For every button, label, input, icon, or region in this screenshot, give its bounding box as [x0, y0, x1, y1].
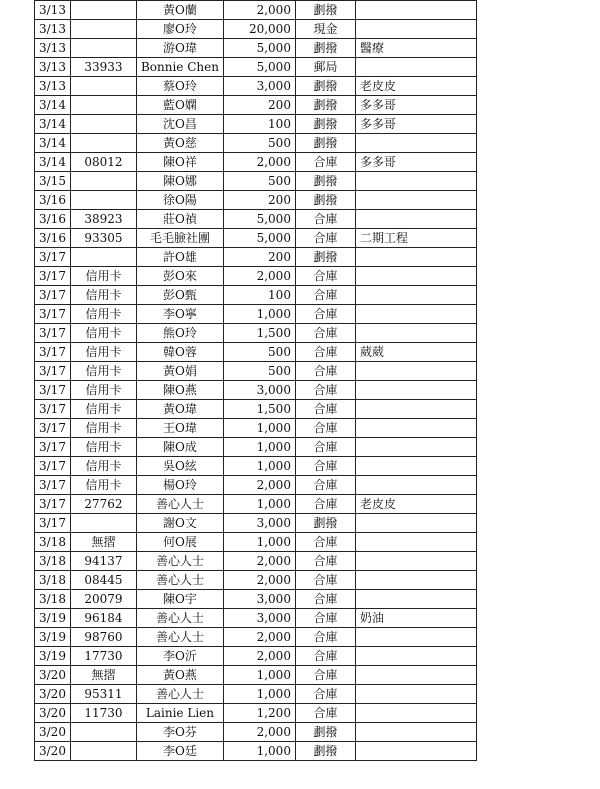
cell-date: 3/17 — [35, 248, 71, 267]
cell-date: 3/17 — [35, 381, 71, 400]
cell-method: 合庫 — [295, 609, 355, 628]
cell-method: 合庫 — [295, 476, 355, 495]
cell-note — [355, 723, 476, 742]
cell-code: 96184 — [70, 609, 136, 628]
cell-date: 3/14 — [35, 153, 71, 172]
cell-note: 多多哥 — [355, 96, 476, 115]
cell-method: 合庫 — [295, 419, 355, 438]
cell-method: 合庫 — [295, 495, 355, 514]
cell-method: 合庫 — [295, 286, 355, 305]
cell-amount: 1,000 — [223, 457, 295, 476]
table-row — [35, 77, 477, 96]
cell-code — [70, 514, 136, 533]
table-row — [35, 419, 477, 438]
cell-code — [70, 742, 136, 761]
cell-code: 信用卡 — [70, 419, 136, 438]
cell-name: 李O寧 — [136, 305, 223, 324]
table-row — [35, 153, 477, 172]
cell-name: 黃O蘭 — [136, 1, 223, 20]
cell-name: 藍O嫻 — [136, 96, 223, 115]
cell-note: 奶油 — [355, 609, 476, 628]
cell-method: 合庫 — [295, 267, 355, 286]
cell-note — [355, 666, 476, 685]
cell-name: 王O瑋 — [136, 419, 223, 438]
table-row — [35, 191, 477, 210]
table-row — [35, 438, 477, 457]
cell-name: 善心人士 — [136, 628, 223, 647]
cell-amount: 2,000 — [223, 723, 295, 742]
cell-name: 陳O祥 — [136, 153, 223, 172]
table-row — [35, 286, 477, 305]
cell-name: 黃O瑋 — [136, 400, 223, 419]
cell-code — [70, 1, 136, 20]
cell-amount: 1,000 — [223, 685, 295, 704]
cell-amount: 20,000 — [223, 20, 295, 39]
cell-date: 3/14 — [35, 115, 71, 134]
cell-amount: 3,000 — [223, 514, 295, 533]
cell-date: 3/19 — [35, 647, 71, 666]
cell-note — [355, 58, 476, 77]
cell-name: 徐O陽 — [136, 191, 223, 210]
cell-note — [355, 305, 476, 324]
cell-name: 李O廷 — [136, 742, 223, 761]
cell-amount: 3,000 — [223, 590, 295, 609]
cell-method: 合庫 — [295, 381, 355, 400]
cell-method: 合庫 — [295, 210, 355, 229]
cell-amount: 2,000 — [223, 552, 295, 571]
table-row — [35, 704, 477, 723]
table-row — [35, 96, 477, 115]
cell-date: 3/17 — [35, 286, 71, 305]
cell-note: 老皮皮 — [355, 77, 476, 96]
table-row — [35, 20, 477, 39]
cell-method: 合庫 — [295, 647, 355, 666]
cell-date: 3/16 — [35, 191, 71, 210]
cell-method: 合庫 — [295, 153, 355, 172]
cell-amount: 3,000 — [223, 381, 295, 400]
cell-date: 3/17 — [35, 457, 71, 476]
cell-date: 3/20 — [35, 742, 71, 761]
cell-code: 無摺 — [70, 666, 136, 685]
cell-name: 楊O玲 — [136, 476, 223, 495]
cell-amount: 1,000 — [223, 419, 295, 438]
cell-code — [70, 20, 136, 39]
table-row — [35, 248, 477, 267]
cell-date: 3/16 — [35, 210, 71, 229]
cell-note — [355, 1, 476, 20]
cell-method: 劃撥 — [295, 115, 355, 134]
cell-amount: 500 — [223, 343, 295, 362]
cell-code: 94137 — [70, 552, 136, 571]
cell-name: 善心人士 — [136, 609, 223, 628]
cell-code — [70, 115, 136, 134]
cell-name: 蔡O玲 — [136, 77, 223, 96]
cell-note — [355, 571, 476, 590]
cell-date: 3/13 — [35, 20, 71, 39]
cell-note: 二期工程 — [355, 229, 476, 248]
cell-method: 合庫 — [295, 438, 355, 457]
cell-amount: 500 — [223, 362, 295, 381]
cell-name: 莊O禎 — [136, 210, 223, 229]
table-row — [35, 723, 477, 742]
cell-date: 3/14 — [35, 134, 71, 153]
cell-name: 善心人士 — [136, 571, 223, 590]
cell-amount: 1,000 — [223, 742, 295, 761]
cell-amount: 2,000 — [223, 628, 295, 647]
cell-note — [355, 419, 476, 438]
cell-date: 3/14 — [35, 96, 71, 115]
cell-note — [355, 362, 476, 381]
table-row — [35, 362, 477, 381]
cell-date: 3/15 — [35, 172, 71, 191]
cell-amount: 1,000 — [223, 533, 295, 552]
cell-amount: 2,000 — [223, 476, 295, 495]
cell-note — [355, 400, 476, 419]
cell-date: 3/17 — [35, 400, 71, 419]
cell-name: 謝O文 — [136, 514, 223, 533]
cell-amount: 1,000 — [223, 495, 295, 514]
cell-amount: 200 — [223, 248, 295, 267]
cell-method: 劃撥 — [295, 723, 355, 742]
cell-date: 3/13 — [35, 77, 71, 96]
cell-method: 合庫 — [295, 685, 355, 704]
cell-code: 38923 — [70, 210, 136, 229]
cell-name: 黃O慈 — [136, 134, 223, 153]
cell-date: 3/13 — [35, 1, 71, 20]
cell-method: 劃撥 — [295, 248, 355, 267]
cell-method: 合庫 — [295, 343, 355, 362]
cell-note — [355, 742, 476, 761]
cell-note — [355, 590, 476, 609]
cell-note — [355, 134, 476, 153]
cell-method: 劃撥 — [295, 172, 355, 191]
cell-date: 3/17 — [35, 476, 71, 495]
cell-method: 合庫 — [295, 324, 355, 343]
cell-method: 劃撥 — [295, 39, 355, 58]
cell-code — [70, 96, 136, 115]
cell-code: 08445 — [70, 571, 136, 590]
cell-amount: 1,000 — [223, 666, 295, 685]
cell-code: 27762 — [70, 495, 136, 514]
cell-method: 劃撥 — [295, 191, 355, 210]
cell-amount: 3,000 — [223, 609, 295, 628]
cell-date: 3/17 — [35, 362, 71, 381]
cell-amount: 3,000 — [223, 77, 295, 96]
cell-note — [355, 533, 476, 552]
cell-method: 劃撥 — [295, 77, 355, 96]
cell-note — [355, 286, 476, 305]
cell-note — [355, 191, 476, 210]
cell-code: 信用卡 — [70, 286, 136, 305]
cell-amount: 5,000 — [223, 39, 295, 58]
cell-date: 3/18 — [35, 533, 71, 552]
cell-note — [355, 210, 476, 229]
cell-code: 信用卡 — [70, 362, 136, 381]
cell-date: 3/17 — [35, 495, 71, 514]
table-row — [35, 381, 477, 400]
cell-name: 彭O來 — [136, 267, 223, 286]
cell-method: 合庫 — [295, 400, 355, 419]
cell-date: 3/20 — [35, 685, 71, 704]
cell-method: 合庫 — [295, 590, 355, 609]
cell-code — [70, 172, 136, 191]
cell-method: 劃撥 — [295, 742, 355, 761]
cell-method: 劃撥 — [295, 96, 355, 115]
cell-code: 33933 — [70, 58, 136, 77]
cell-amount: 100 — [223, 286, 295, 305]
cell-amount: 1,500 — [223, 324, 295, 343]
table-row — [35, 58, 477, 77]
cell-amount: 5,000 — [223, 58, 295, 77]
cell-note: 多多哥 — [355, 115, 476, 134]
table-row — [35, 476, 477, 495]
cell-amount: 2,000 — [223, 1, 295, 20]
cell-note — [355, 514, 476, 533]
cell-code — [70, 39, 136, 58]
table-row — [35, 1, 477, 20]
cell-method: 郵局 — [295, 58, 355, 77]
cell-date: 3/17 — [35, 324, 71, 343]
table-row — [35, 552, 477, 571]
cell-method: 合庫 — [295, 533, 355, 552]
cell-amount: 5,000 — [223, 210, 295, 229]
cell-code: 信用卡 — [70, 305, 136, 324]
cell-amount: 1,200 — [223, 704, 295, 723]
donation-ledger-table — [34, 0, 477, 761]
cell-name: 李O芬 — [136, 723, 223, 742]
cell-method: 合庫 — [295, 704, 355, 723]
cell-name: 陳O宇 — [136, 590, 223, 609]
cell-note: 醫療 — [355, 39, 476, 58]
cell-note — [355, 457, 476, 476]
cell-method: 合庫 — [295, 571, 355, 590]
cell-code — [70, 134, 136, 153]
cell-method: 合庫 — [295, 666, 355, 685]
cell-amount: 200 — [223, 96, 295, 115]
cell-method: 合庫 — [295, 457, 355, 476]
cell-method: 劃撥 — [295, 514, 355, 533]
table-row — [35, 324, 477, 343]
cell-code — [70, 191, 136, 210]
table-row — [35, 666, 477, 685]
cell-code: 信用卡 — [70, 476, 136, 495]
cell-code — [70, 723, 136, 742]
cell-name: 韓O蓉 — [136, 343, 223, 362]
table-row — [35, 514, 477, 533]
cell-date: 3/19 — [35, 628, 71, 647]
cell-code: 08012 — [70, 153, 136, 172]
table-row — [35, 115, 477, 134]
cell-code: 信用卡 — [70, 267, 136, 286]
cell-amount: 2,000 — [223, 153, 295, 172]
cell-method: 合庫 — [295, 305, 355, 324]
table-row — [35, 571, 477, 590]
cell-method: 合庫 — [295, 628, 355, 647]
cell-amount: 1,000 — [223, 305, 295, 324]
cell-date: 3/17 — [35, 305, 71, 324]
cell-code: 信用卡 — [70, 438, 136, 457]
cell-name: Lainie Lien — [136, 704, 223, 723]
table-row — [35, 742, 477, 761]
cell-name: 陳O燕 — [136, 381, 223, 400]
cell-note: 多多哥 — [355, 153, 476, 172]
cell-code: 20079 — [70, 590, 136, 609]
cell-date: 3/13 — [35, 58, 71, 77]
cell-date: 3/18 — [35, 552, 71, 571]
cell-note: 老皮皮 — [355, 495, 476, 514]
table-row — [35, 229, 477, 248]
cell-name: 沈O昌 — [136, 115, 223, 134]
cell-method: 合庫 — [295, 362, 355, 381]
cell-date: 3/16 — [35, 229, 71, 248]
cell-note — [355, 685, 476, 704]
cell-method: 合庫 — [295, 229, 355, 248]
cell-date: 3/18 — [35, 571, 71, 590]
cell-amount: 2,000 — [223, 571, 295, 590]
cell-amount: 500 — [223, 172, 295, 191]
cell-code: 信用卡 — [70, 457, 136, 476]
ledger-body — [35, 1, 477, 761]
cell-amount: 100 — [223, 115, 295, 134]
cell-note — [355, 20, 476, 39]
cell-name: 陳O娜 — [136, 172, 223, 191]
cell-date: 3/17 — [35, 343, 71, 362]
table-row — [35, 305, 477, 324]
cell-method: 合庫 — [295, 552, 355, 571]
table-row — [35, 628, 477, 647]
cell-code: 無摺 — [70, 533, 136, 552]
cell-name: 善心人士 — [136, 495, 223, 514]
table-row — [35, 457, 477, 476]
cell-note — [355, 647, 476, 666]
cell-name: 善心人士 — [136, 552, 223, 571]
cell-name: 吳O絃 — [136, 457, 223, 476]
table-row — [35, 400, 477, 419]
cell-code: 17730 — [70, 647, 136, 666]
cell-date: 3/17 — [35, 438, 71, 457]
cell-date: 3/17 — [35, 514, 71, 533]
cell-code — [70, 77, 136, 96]
cell-date: 3/20 — [35, 666, 71, 685]
cell-date: 3/17 — [35, 267, 71, 286]
cell-code: 95311 — [70, 685, 136, 704]
cell-amount: 500 — [223, 134, 295, 153]
cell-name: 毛毛臉社團 — [136, 229, 223, 248]
table-row — [35, 343, 477, 362]
table-row — [35, 590, 477, 609]
cell-note — [355, 476, 476, 495]
cell-name: 李O沂 — [136, 647, 223, 666]
cell-note — [355, 438, 476, 457]
table-row — [35, 647, 477, 666]
cell-amount: 2,000 — [223, 647, 295, 666]
cell-amount: 1,000 — [223, 438, 295, 457]
table-row — [35, 685, 477, 704]
cell-code — [70, 248, 136, 267]
cell-date: 3/20 — [35, 704, 71, 723]
cell-note — [355, 248, 476, 267]
cell-code: 11730 — [70, 704, 136, 723]
table-row — [35, 533, 477, 552]
cell-code: 93305 — [70, 229, 136, 248]
cell-name: 善心人士 — [136, 685, 223, 704]
cell-note — [355, 172, 476, 191]
cell-code: 信用卡 — [70, 343, 136, 362]
cell-note — [355, 552, 476, 571]
table-row — [35, 210, 477, 229]
cell-name: 許O雄 — [136, 248, 223, 267]
cell-name: 熊O玲 — [136, 324, 223, 343]
cell-code: 98760 — [70, 628, 136, 647]
cell-note — [355, 704, 476, 723]
table-row — [35, 267, 477, 286]
cell-code: 信用卡 — [70, 381, 136, 400]
cell-name: 黃O娟 — [136, 362, 223, 381]
cell-amount: 5,000 — [223, 229, 295, 248]
cell-note — [355, 324, 476, 343]
cell-date: 3/17 — [35, 419, 71, 438]
cell-method: 劃撥 — [295, 134, 355, 153]
cell-name: 黃O燕 — [136, 666, 223, 685]
cell-date: 3/13 — [35, 39, 71, 58]
cell-code: 信用卡 — [70, 400, 136, 419]
cell-note — [355, 381, 476, 400]
cell-method: 劃撥 — [295, 1, 355, 20]
cell-name: Bonnie Chen — [136, 58, 223, 77]
cell-note — [355, 267, 476, 286]
cell-date: 3/18 — [35, 590, 71, 609]
cell-name: 何O展 — [136, 533, 223, 552]
cell-code: 信用卡 — [70, 324, 136, 343]
cell-date: 3/19 — [35, 609, 71, 628]
cell-name: 彭O甄 — [136, 286, 223, 305]
cell-name: 陳O成 — [136, 438, 223, 457]
cell-name: 廖O玲 — [136, 20, 223, 39]
cell-note — [355, 628, 476, 647]
cell-amount: 2,000 — [223, 267, 295, 286]
cell-method: 現金 — [295, 20, 355, 39]
cell-amount: 200 — [223, 191, 295, 210]
cell-amount: 1,500 — [223, 400, 295, 419]
table-row — [35, 609, 477, 628]
cell-name: 游O瑋 — [136, 39, 223, 58]
table-row — [35, 134, 477, 153]
table-row — [35, 495, 477, 514]
table-row — [35, 39, 477, 58]
cell-note: 葳葳 — [355, 343, 476, 362]
table-row — [35, 172, 477, 191]
cell-date: 3/20 — [35, 723, 71, 742]
